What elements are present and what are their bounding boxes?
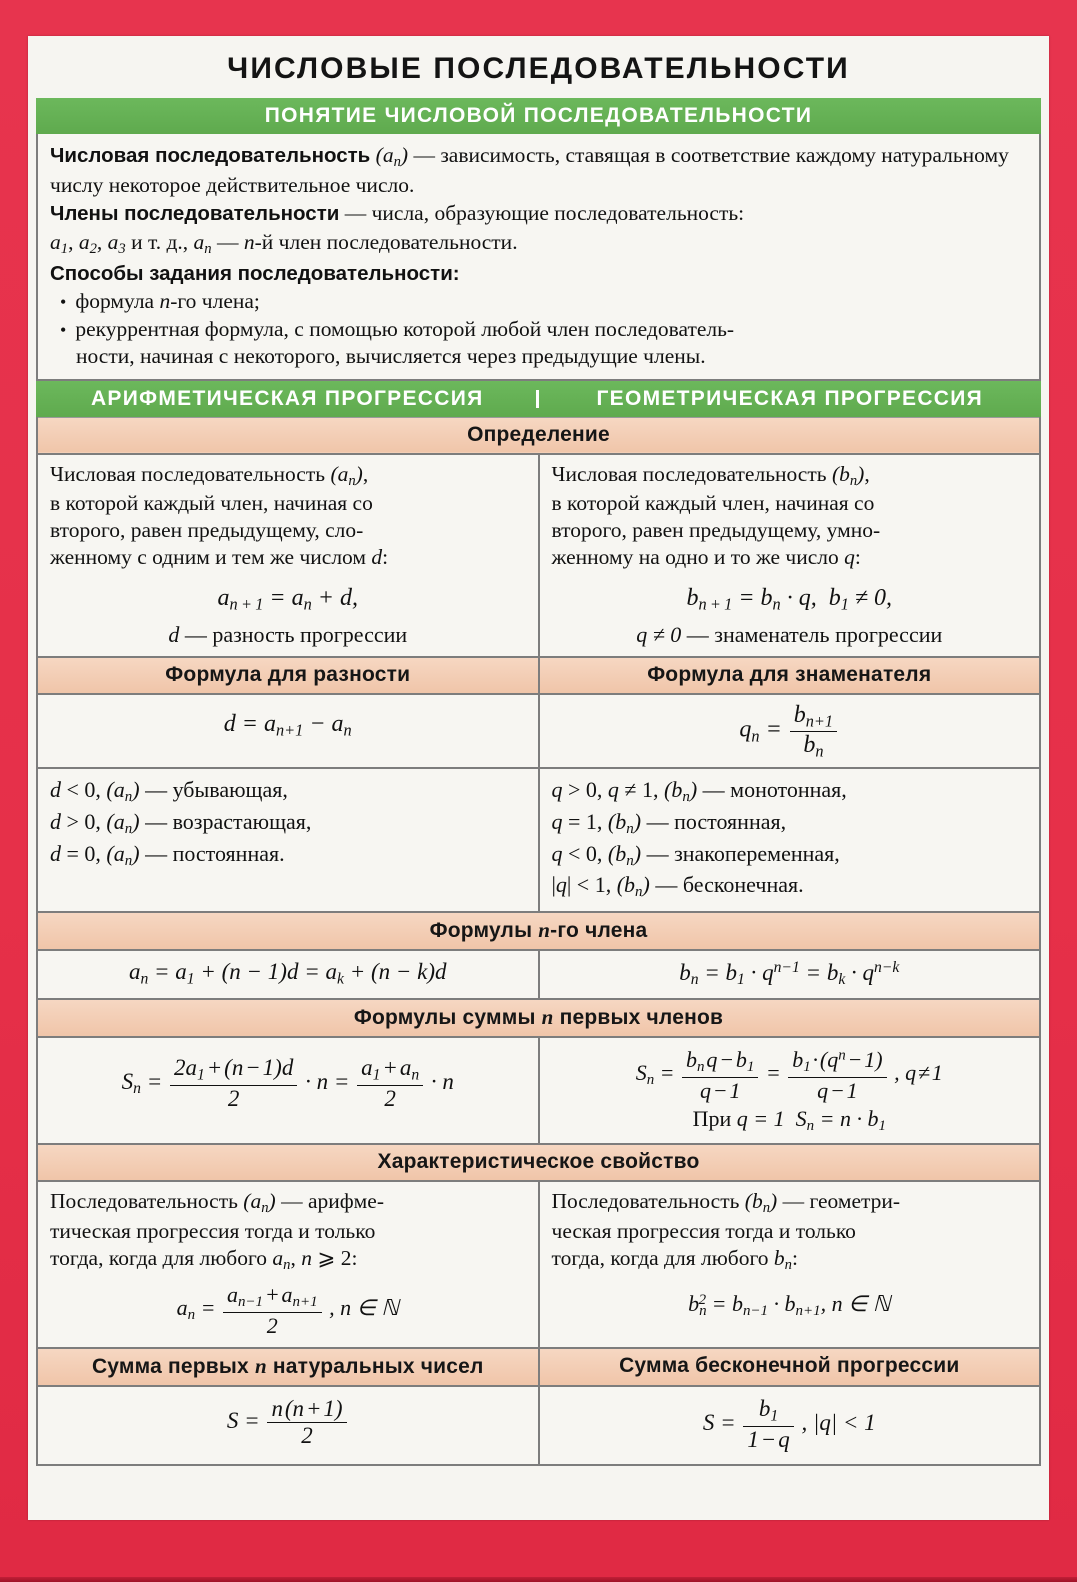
concept-definition: Числовая последовательность $(a_n)$ — зависимость, ставящая в соответствие каждому натуральному числу некоторое действительное число. — [50, 143, 1009, 197]
row-nth-term — [37, 950, 1040, 999]
formula-nth-arithmetic: $a_n = a_1 + (n - 1)d = a_k + (n - k)d$ — [128, 958, 447, 988]
cell-natural-sum — [37, 1386, 539, 1465]
formula-sum-arithmetic: $S_n$ = $\frac{2a_1 + (n - 1)d}{2}$ · n = $\frac{a_1 + a_n}{2}$ · n — [121, 1055, 454, 1111]
mono-line-a3: d = 0, $(a_n)$ — постоянная. — [50, 840, 285, 869]
row-definition — [37, 454, 1040, 657]
formula-sum-geometric: $S_n$ = $\frac{b_n q - b_1}{q - 1}$ = $\frac{b_1 \cdot (q^n - 1)}{q - 1}$ , q ≠ 1 — [635, 1047, 943, 1104]
poster-sheet — [28, 36, 1049, 1520]
mono-line-a1: d < 0, $(a_n)$ — убывающая, — [50, 777, 288, 806]
cell-nth-term-arithmetic — [37, 950, 539, 999]
cell-monotonicity-geometric — [539, 768, 1041, 912]
mono-line-b4: |q| < 1, $(b_n)$ — бесконечная. — [551, 872, 804, 901]
row-sum — [37, 1037, 1040, 1144]
band-nth-term-label: Формулы n-го члена — [37, 912, 1040, 950]
concept-members-list: $a_1$, $a_2$, $a_3$ и т. д., $a_n$ — n-й член последовательности. — [50, 229, 518, 257]
mono-line-b2: q = 1, $(b_n)$ — постоянная, — [551, 809, 787, 838]
section-banner-concept: ПОНЯТИЕ ЧИСЛОВОЙ ПОСЛЕДОВАТЕЛЬНОСТИ — [36, 98, 1041, 134]
cell-quotient-formula — [539, 694, 1041, 768]
cell-difference-formula — [37, 694, 539, 768]
concept-members: Члены последовательности — числа, образующие последовательность: — [50, 201, 745, 226]
cell-nth-term-geometric — [539, 950, 1041, 999]
cell-infinite-sum — [539, 1386, 1041, 1465]
formula-difference: $d = a_{n+1} - a_n$ — [223, 711, 352, 740]
cell-definition-arithmetic: Числовая последовательность $(a_n)$, в которой каждый член, начиная со второго, равен предыдущему, сло- женному с одним и тем же числом d: $a_{n + 1} = a_n + d$, d — разность прогрессии — [37, 454, 539, 657]
formula-infinite-sum: S = $\frac{b_1}{1 - q}$ , |q| < 1 — [702, 1396, 876, 1453]
cell-characteristic-geometric: Последовательность $(b_n)$ — геометри- ческая прогрессия тогда и только тогда, когда для любого $b_n$: $b_n^2 = b_{n-1} \cdot b_{n+1}$, n ∈ ℕ — [539, 1181, 1041, 1348]
band-definition — [37, 417, 1040, 454]
concept-body — [36, 134, 1041, 381]
concept-bullet-1: • формула n-го члена; — [50, 288, 1027, 316]
formula-characteristic-geometric: $b_n^2 = b_{n-1} \cdot b_{n+1}$, n ∈ ℕ — [688, 1291, 891, 1320]
mono-line-a2: d > 0, $(a_n)$ — возрастающая, — [50, 809, 312, 838]
cell-monotonicity-arithmetic — [37, 768, 539, 912]
mono-line-b1: q > 0, q ≠ 1, $(b_n)$ — монотонная, — [551, 777, 847, 806]
progression-banners — [36, 381, 1041, 417]
band-sum-label: Формулы суммы n первых членов — [37, 999, 1040, 1037]
band-difference-label: Формула для разности — [37, 657, 539, 694]
band-nth-term — [37, 912, 1040, 950]
cell-characteristic-arithmetic: Последовательность $(a_n)$ — арифме- тическая прогрессия тогда и только тогда, когда для любого $a_n$, n ⩾ 2: $a_n$ = $\frac{a_{n-1} + a_{n+1}}{2}$ , n ∈ ℕ — [37, 1181, 539, 1348]
formula-quotient: $q_n$ = $\frac{b_{n+1}}{b_n}$ — [540, 695, 1040, 767]
formula-characteristic-arithmetic: $a_n$ = $\frac{a_{n-1} + a_{n+1}}{2}$ , n ∈ ℕ — [176, 1282, 399, 1339]
concept-ways-title: Способы задания последовательности: — [50, 261, 460, 285]
progressions-table — [36, 417, 1041, 1467]
note-common-ratio: q ≠ 0 — знаменатель прогрессии — [636, 622, 943, 648]
page-title: ЧИСЛОВЫЕ ПОСЛЕДОВАТЕЛЬНОСТИ — [227, 52, 850, 85]
formula-arithmetic-recurrence: $a_{n + 1} = a_n + d$, — [217, 584, 358, 614]
band-infinite-sum-label: Сумма бесконечной прогрессии — [539, 1348, 1041, 1386]
row-ratio-formula — [37, 694, 1040, 768]
mono-line-b3: q < 0, $(b_n)$ — знакопеременная, — [551, 840, 840, 869]
row-monotonicity — [37, 768, 1040, 912]
cell-sum-arithmetic — [37, 1037, 539, 1144]
band-ratio-formula — [37, 657, 1040, 694]
banner-arithmetic: АРИФМЕТИЧЕСКАЯ ПРОГРЕССИЯ — [36, 388, 539, 410]
note-common-difference: d — разность прогрессии — [168, 622, 408, 648]
formula-sum-geometric-q1: При q = 1 $S_n = n \cdot b_1$ — [692, 1106, 886, 1135]
concept-bullet-2: • рекуррентная формула, с помощью которой любой член последователь- ности, начиная с некоторого, вычисляется через предыдущие члены. — [50, 316, 1027, 371]
banner-geometric: ГЕОМЕТРИЧЕСКАЯ ПРОГРЕССИЯ — [596, 386, 984, 410]
formula-geometric-recurrence: $b_{n + 1} = b_n \cdot q$, $b_1 \ne 0$, — [686, 584, 893, 614]
band-final — [37, 1348, 1040, 1386]
band-quotient-label: Формула для знаменателя — [539, 657, 1041, 694]
row-characteristic — [37, 1181, 1040, 1348]
band-natural-sum-label: Сумма первых n натуральных чисел — [37, 1348, 539, 1386]
formula-natural-sum: S = $\frac{n (n + 1)}{2}$ — [38, 1387, 538, 1460]
band-sum — [37, 999, 1040, 1037]
cell-definition-geometric: Числовая последовательность $(b_n)$, в которой каждый член, начиная со второго, равен предыдущему, умно- женному на одно и то же число q: $b_{n + 1} = b_n \cdot q$, $b_1 \ne 0$, q ≠ 0 — знаменатель прогрессии — [539, 454, 1041, 657]
band-definition-label: Определение — [37, 417, 1040, 454]
band-characteristic — [37, 1144, 1040, 1181]
cell-sum-geometric — [539, 1037, 1041, 1144]
band-characteristic-label: Характеристическое свойство — [37, 1144, 1040, 1181]
formula-nth-geometric: $b_n = b_1 \cdot q^{n-1} = b_k \cdot q^{n-k}$ — [679, 958, 900, 989]
row-final — [37, 1386, 1040, 1465]
